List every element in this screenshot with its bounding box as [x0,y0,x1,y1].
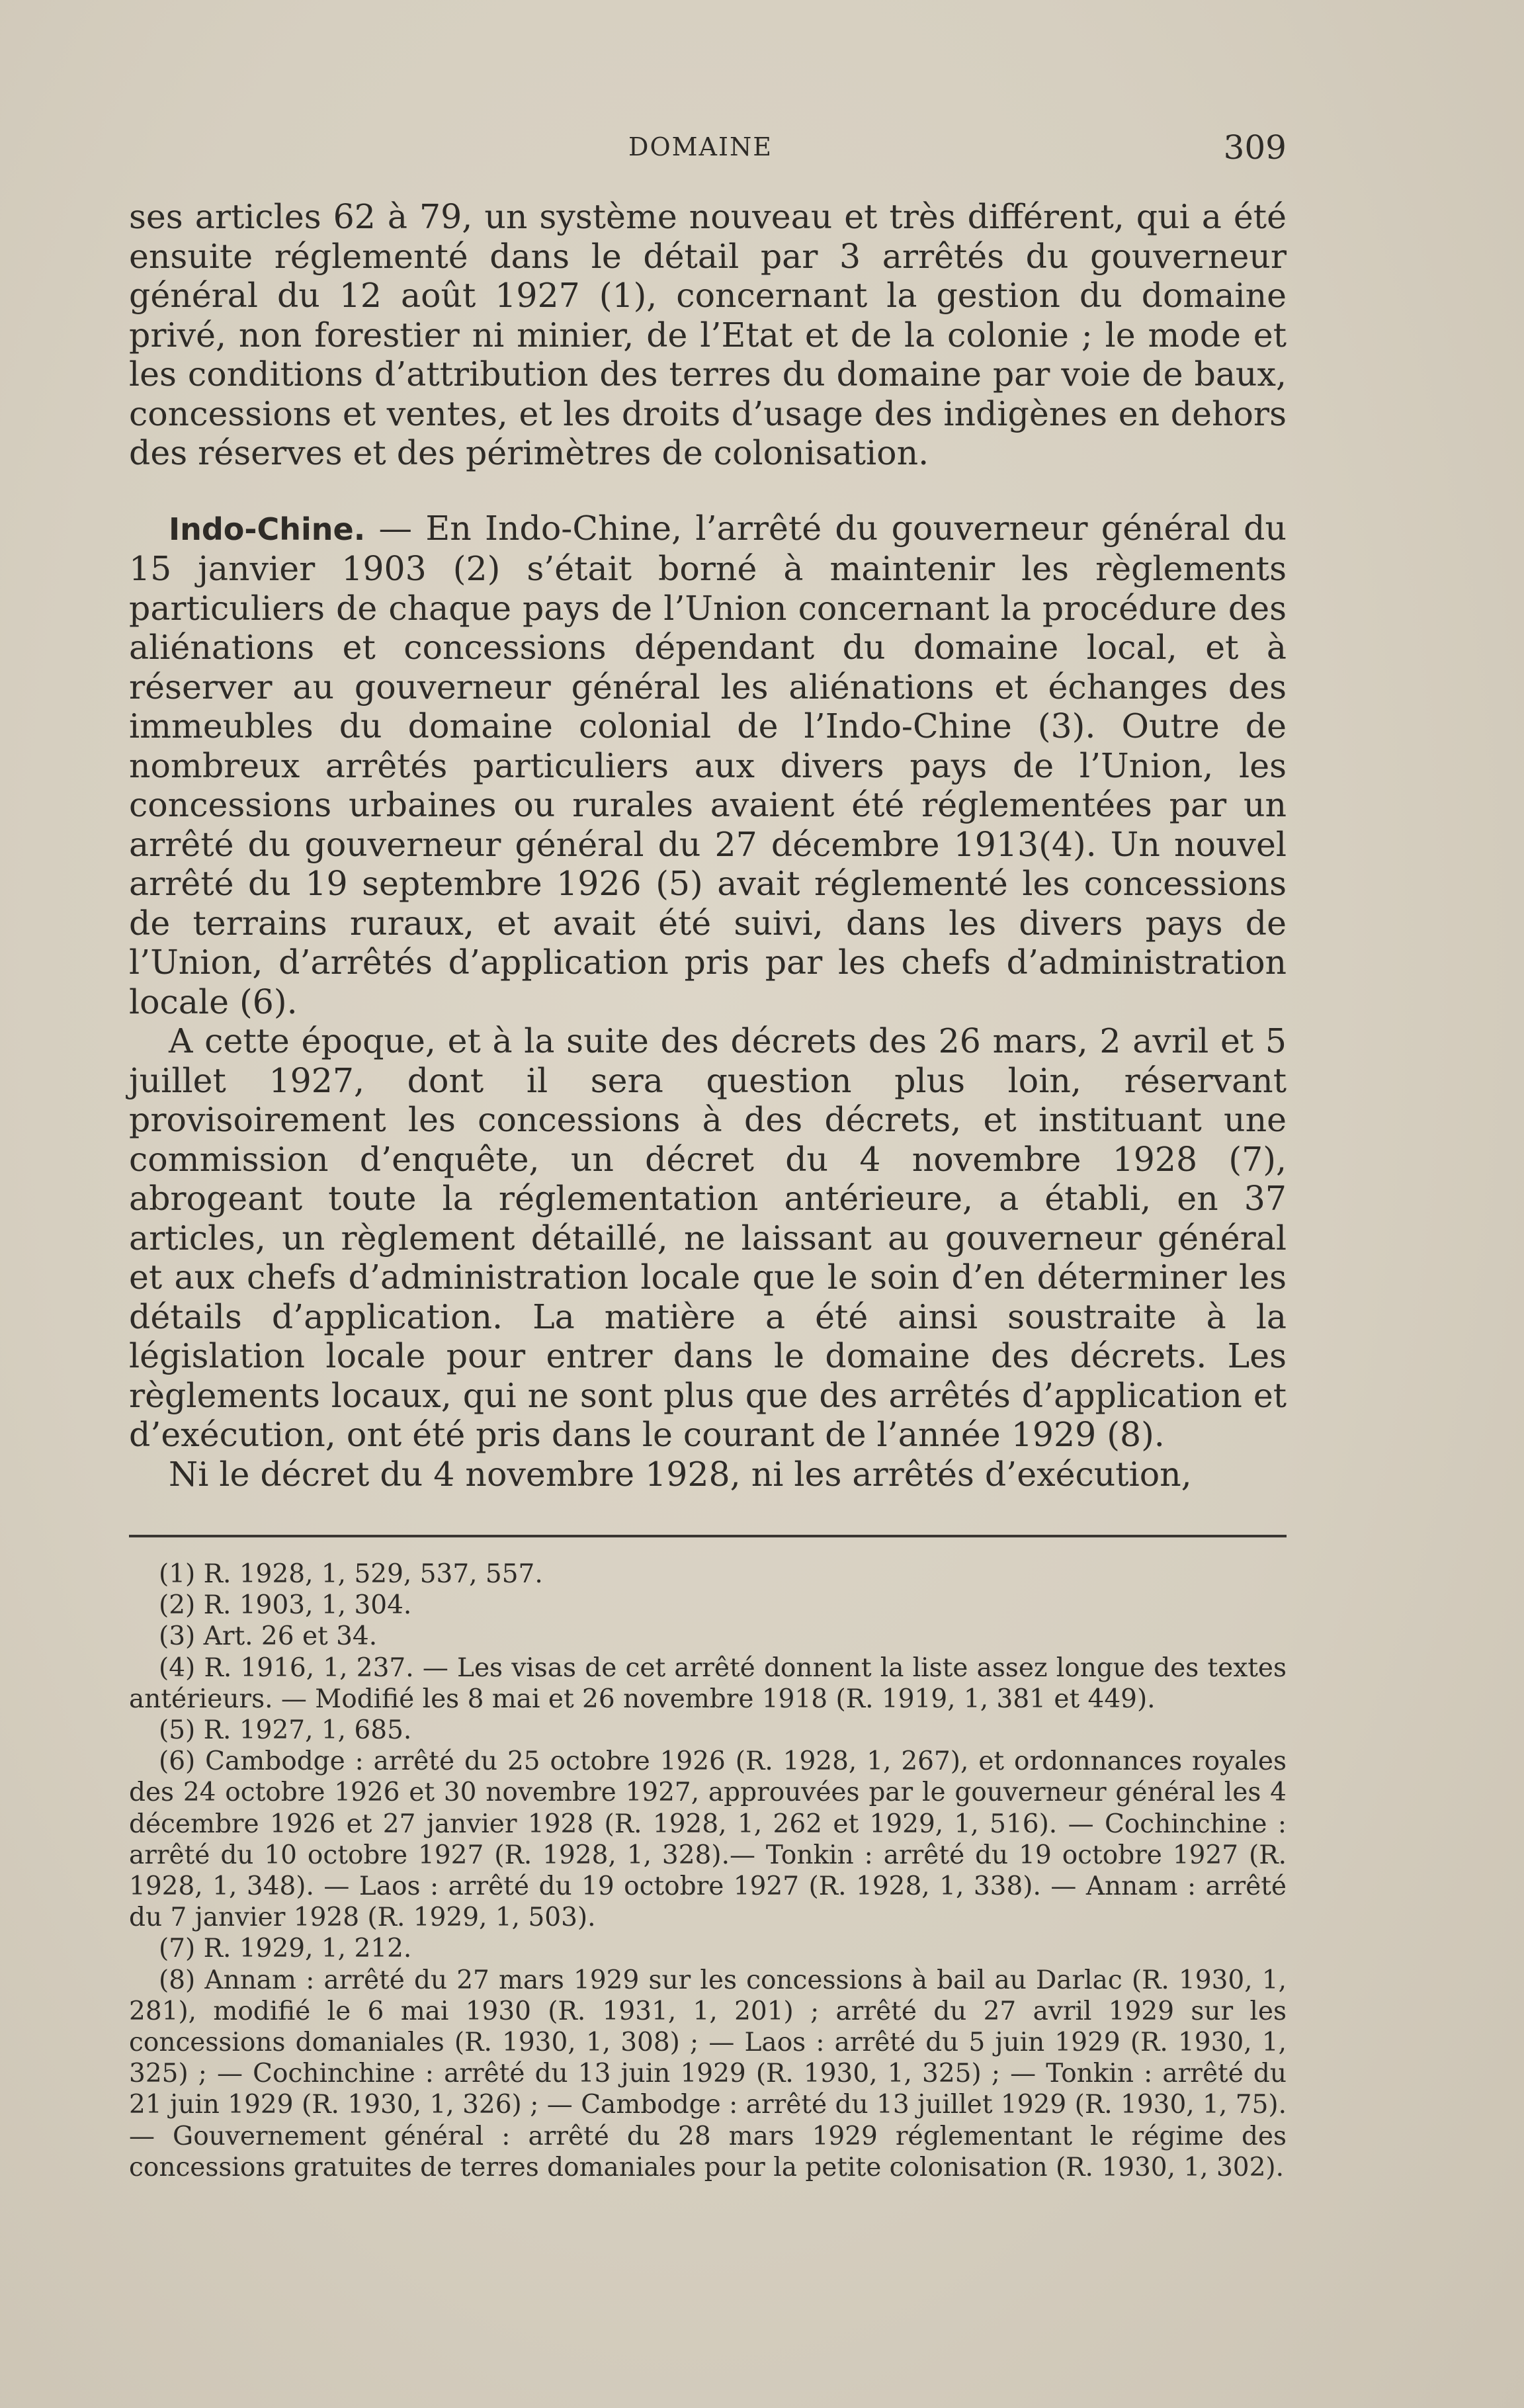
footnote-number: (5) [159,1715,196,1746]
footnote-7 [129,1933,1287,1964]
footnote-text: R. 1927, 1, 685. [203,1715,412,1746]
paragraph-continuation: ses articles 62 à 79, un système nouveau et très différent, qui a été ensuite réglementé dans le détail par 3 arrêtés du gouverneur général du 12 août 1927 (1), concernant la gestion du domaine privé, non forestier ni minier, de l’Etat et de la colonie ; le mode et les conditions d’attribution des terres du domaine par voie de baux, concessions et ventes, et les droits d’usage des indigènes en dehors des réserves et des périmètres de colonisation. [129,197,1287,472]
footnote-text: R. 1916, 1, 237. — Les visas de cet arrêté donnent la liste assez longue des textes antérieurs. — Modifié les 8 mai et 26 novembre 1918 (R. 1919, 1, 381 et 449). [129,1653,1287,1714]
footnote-text: R. 1929, 1, 212. [203,1934,412,1964]
main-text [129,197,1287,1494]
paragraph-indochine [129,509,1287,1022]
footnote-2 [129,1590,1287,1621]
paragraph-indochine-text: — En Indo-Chine, l’arrêté du gouverneur général du 15 janvier 1903 (2) s’était borné à maintenir les règlements particuliers de chaque pays de l’Union concernant la procédure des aliénations et concessions dépendant du domaine local, et à réserver au gouverneur général les aliénations et échanges des immeubles du domaine colonial de l’Indo-Chine (3). Outre de nombreux arrêtés particuliers aux divers pays de l’Union, les concessions urbaines ou rurales avaient été réglementées par un arrêté du gouverneur général du 27 décembre 1913(4). Un nouvel arrêté du 19 septembre 1926 (5) avait réglementé les concessions de terrains ruraux, et avait été suivi, dans les divers pays de l’Union, d’arrêtés d’application pris par les chefs d’administration locale (6). [129,508,1287,1021]
footnote-number: (1) [159,1559,196,1589]
footnote-rule [129,1535,1287,1537]
footnote-4 [129,1653,1287,1715]
paragraph-a-cette-epoque: A cette époque, et à la suite des décrets des 26 mars, 2 avril et 5 juillet 1927, dont il sera question plus loin, réservant provisoirement les concessions à des décrets, et instituant une commission d’enquête, un décret du 4 novembre 1928 (7), abrogeant toute la réglementation antérieure, a établi, en 37 articles, un règlement détaillé, ne laissant au gouverneur général et aux chefs d’administration locale que le soin d’en déterminer les détails d’application. La matière a été ainsi soustraite à la législation locale pour entrer dans le domaine des décrets. Les règlements locaux, qui ne sont plus que des arrêtés d’application et d’exécution, ont été pris dans le courant de l’année 1929 (8). [129,1021,1287,1454]
footnote-text: R. 1903, 1, 304. [203,1590,412,1621]
footnote-text: Cambodge : arrêté du 25 octobre 1926 (R. 1928, 1, 267), et ordonnances royales des 24 octobre 1926 et 30 novembre 1927, approuvées par le gouverneur général les 4 décembre 1926 et 27 janvier 1928 (R. 1928, 1, 262 et 1929, 1, 516). — Cochinchine : arrêté du 10 octobre 1927 (R. 1928, 1, 328).— Tonkin : arrêté du 19 octobre 1927 (R. 1928, 1, 348). — Laos : arrêté du 19 octobre 1927 (R. 1928, 1, 338). — Annam : arrêté du 7 janvier 1928 (R. 1929, 1, 503). [129,1746,1287,1933]
footnote-5 [129,1715,1287,1746]
page-number: 309 [1223,128,1287,167]
paragraph-ni-le-decret: Ni le décret du 4 novembre 1928, ni les arrêtés d’exécution, [169,1454,1192,1494]
footnote-1 [129,1559,1287,1590]
footnote-number: (6) [159,1746,196,1777]
footnote-8 [129,1965,1287,2183]
running-title: DOMAINE [628,132,773,161]
footnote-number: (7) [159,1934,196,1964]
footnote-text: Annam : arrêté du 27 mars 1929 sur les concessions à bail au Darlac (R. 1930, 1, 281), modifié le 6 mai 1930 (R. 1931, 1, 201) ; arrêté du 27 avril 1929 sur les concessions domaniales (R. 1930, 1, 308) ; — Laos : arrêté du 5 juin 1929 (R. 1930, 1, 325) ; — Cochinchine : arrêté du 13 juin 1929 (R. 1930, 1, 325) ; — Tonkin : arrêté du 21 juin 1929 (R. 1930, 1, 326) ; — Cambodge : arrêté du 13 juillet 1929 (R. 1930, 1, 75). — Gouvernement général : arrêté du 28 mars 1929 réglementant le régime des concessions gratuites de terres domaniales pour la petite colonisation (R. 1930, 1, 302). [129,1965,1287,2182]
footnote-text: R. 1928, 1, 529, 537, 557. [203,1559,543,1589]
footnote-number: (3) [159,1621,196,1652]
footnote-number: (8) [159,1965,196,1995]
section-heading-indochine: Indo-Chine. [169,511,366,547]
page-header [129,128,1287,172]
footnotes [129,1559,1287,2183]
footnote-text: Art. 26 et 34. [203,1621,378,1652]
footnote-number: (4) [159,1653,196,1683]
footnote-number: (2) [159,1590,196,1621]
footnote-6 [129,1746,1287,1933]
footnote-3 [129,1621,1287,1652]
